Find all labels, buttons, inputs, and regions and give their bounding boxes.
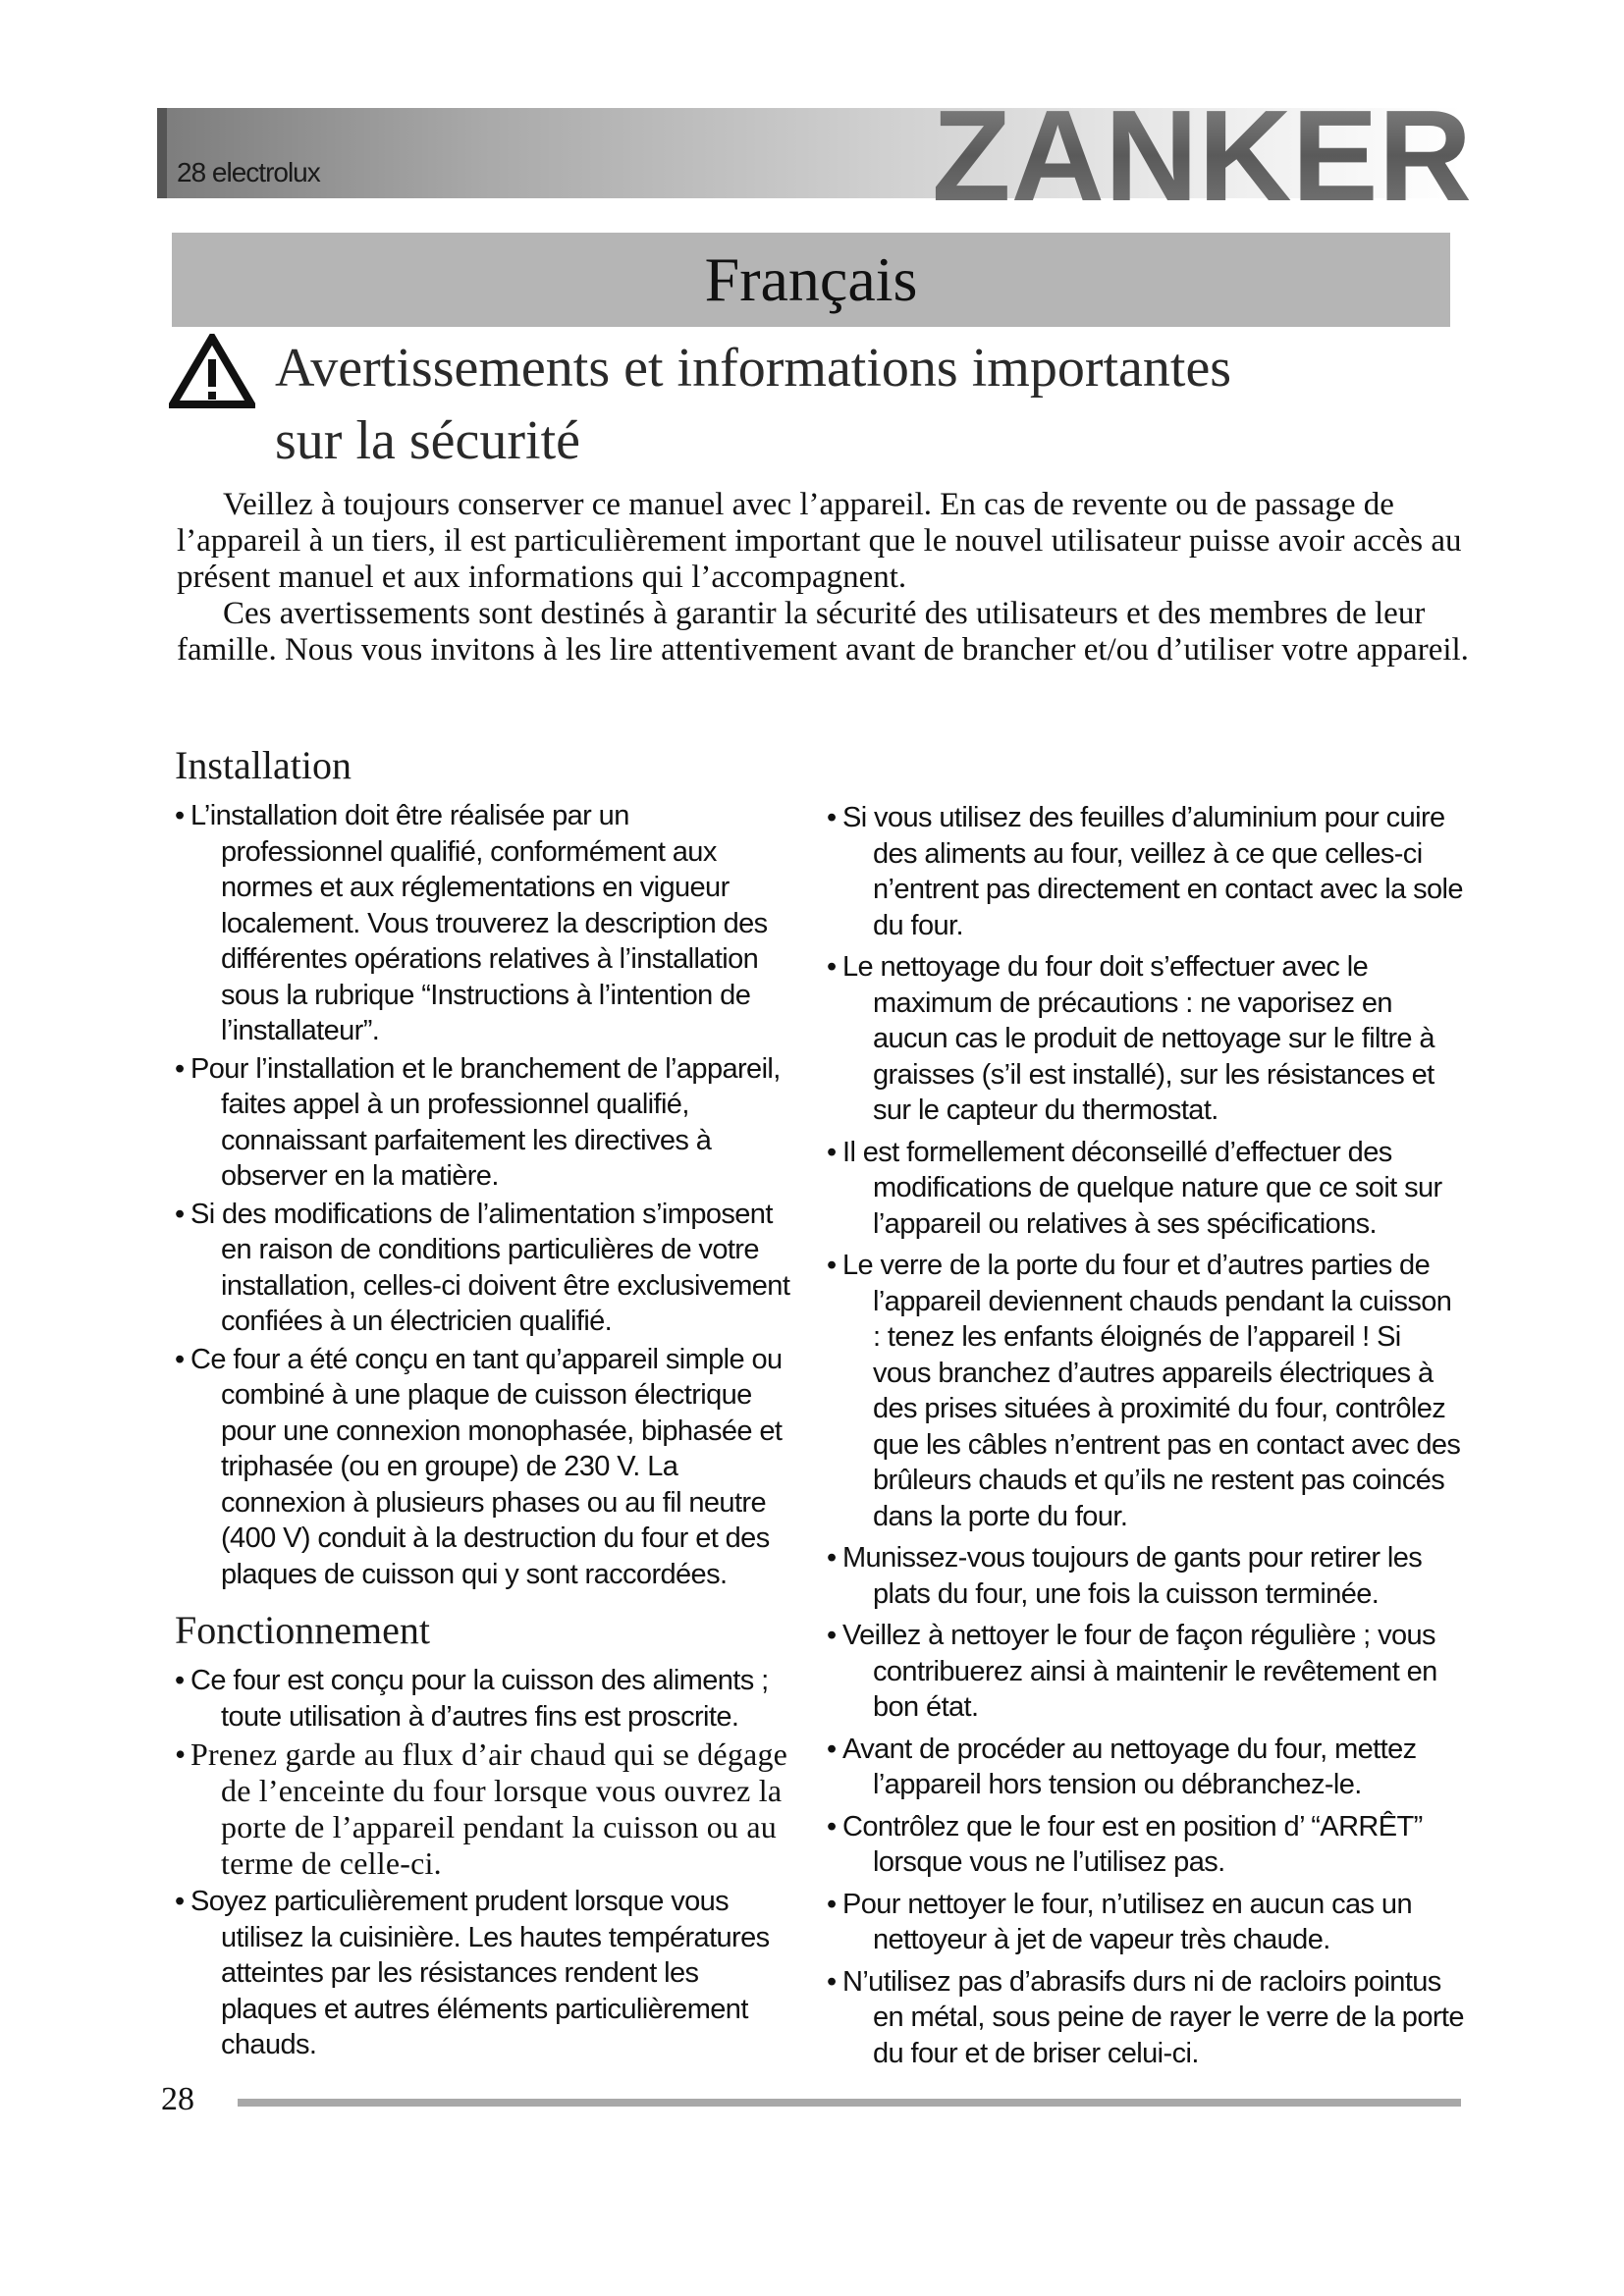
list-item: [827, 1540, 1465, 1612]
header-page-label: 28 electrolux: [177, 157, 320, 187]
bullet-icon: •: [175, 1052, 185, 1085]
warning-icon: [169, 334, 255, 408]
bullet-icon: •: [175, 1198, 185, 1230]
section-title-line1: Avertissements et informations importantes: [275, 338, 1232, 399]
bullet-icon: •: [827, 1136, 837, 1168]
header-accent-bar: [157, 108, 167, 198]
list-item-text: Le verre de la porte du four et d’autres parties de l’appareil deviennent chauds pendant la cuisson : tenez les enfants éloignés de l’appareil ! Si vous branchez d’autres appareils électriques à des prises situées à proximité du four, contrôlez que les câbles n’entrent pas en contact avec des brûleurs chauds et qu’ils ne restent pas coincés dans la porte du four.: [842, 1250, 1461, 1532]
bullet-icon: •: [827, 1250, 837, 1281]
fonctionnement-list: [175, 1663, 793, 2063]
bullet-icon: •: [827, 1620, 837, 1651]
bullet-icon: •: [175, 800, 185, 831]
left-column: [175, 741, 793, 2065]
brand-logo-text: ZANKER: [932, 94, 1472, 212]
list-item-text: Soyez particulièrement prudent lorsque vous utilisez la cuisinière. Les hautes températures atteintes par les résistances rendent les plaques et autres éléments particulièrement chauds.: [190, 1886, 770, 2060]
list-item: [175, 1663, 793, 1735]
page-number: 28: [161, 2081, 194, 2117]
footer-rule: [238, 2099, 1461, 2107]
list-item-text: Pour nettoyer le four, n’utilisez en aucun cas un nettoyeur à jet de vapeur très chaude.: [842, 1888, 1412, 1955]
list-item: [175, 1197, 793, 1340]
language-banner: [172, 233, 1450, 327]
list-item-text: Si vous utilisez des feuilles d’aluminium pour cuire des aliments au four, veillez à ce que celles-ci n’entrent pas directement en contact avec la sole du four.: [842, 802, 1463, 941]
list-item: [827, 1135, 1465, 1243]
list-item-text: Prenez garde au flux d’air chaud qui se dégage de l’enceinte du four lorsque vous ouvrez la porte de l’appareil pendant la cuisson ou au terme de celle-ci.: [190, 1736, 788, 1881]
list-item: [827, 800, 1465, 943]
bullet-icon: •: [827, 802, 837, 833]
list-item: [827, 949, 1465, 1129]
bullet-icon: •: [827, 1810, 837, 1842]
bullet-icon: •: [175, 1736, 187, 1772]
list-item: [175, 1342, 793, 1593]
list-item: [827, 1887, 1465, 1958]
list-item-text: Avant de procéder au nettoyage du four, mettez l’appareil hors tension ou débranchez-le.: [842, 1733, 1417, 1800]
list-item: [175, 1884, 793, 2063]
list-item: [827, 1248, 1465, 1534]
list-item: [175, 798, 793, 1049]
right-safety-list: [827, 800, 1465, 2071]
bullet-icon: •: [175, 1343, 185, 1375]
list-item-text: Veillez à nettoyer le four de façon régulière ; vous contribuerez ainsi à maintenir le revêtement en bon état.: [842, 1620, 1437, 1723]
intro-paragraph-2: Ces avertissements sont destinés à garantir la sécurité des utilisateurs et des membres de leur famille. Nous vous invitons à les lire attentivement avant de brancher et/ou d’utiliser votre appareil.: [177, 596, 1469, 667]
intro-paragraph-1: Veillez à toujours conserver ce manuel avec l’appareil. En cas de revente ou de passage de l’appareil à un tiers, il est particulièrement important que le nouvel utilisateur puisse avoir accès au présent manuel et aux informations qui l’accompagnent.: [177, 487, 1462, 595]
bullet-icon: •: [827, 1965, 837, 1998]
intro-text: [177, 487, 1497, 668]
right-column: [827, 800, 1465, 2077]
fonctionnement-heading: Fonctionnement: [175, 1608, 430, 1652]
list-item: [827, 1964, 1465, 2072]
list-item-text: Contrôlez que le four est en position d’ “ARRÊT” lorsque vous ne l’utilisez pas.: [842, 1810, 1423, 1878]
section-title: [275, 332, 1453, 477]
brand-logo: [927, 94, 1477, 212]
list-item-text: N’utilisez pas d’abrasifs durs ni de racloirs pointus en métal, sous peine de rayer le verre de la porte du four et de briser celui-ci.: [842, 1965, 1464, 2069]
language-title: Français: [704, 244, 918, 314]
bullet-icon: •: [175, 1886, 185, 1917]
list-item: [827, 1618, 1465, 1726]
list-item-text: Ce four est conçu pour la cuisson des aliments ; toute utilisation à d’autres fins est proscrite.: [190, 1665, 769, 1733]
list-item-text: Il est formellement déconseillé d’effectuer des modifications de quelque nature que ce soit sur l’appareil ou relatives à ses spécifications.: [842, 1136, 1442, 1240]
bullet-icon: •: [175, 1665, 185, 1696]
list-item: [175, 1736, 793, 1882]
list-item-text: Le nettoyage du four doit s’effectuer avec le maximum de précautions : ne vaporisez en aucun cas le produit de nettoyage sur le filtre à graisses (s’il est installé), sur les résistances et sur le capteur du thermostat.: [842, 951, 1435, 1126]
list-item-text: L’installation doit être réalisée par un professionnel qualifié, conformément aux normes et aux réglementations en vigueur localement. Vous trouverez la description des différentes opérations relatives à l’installation sous la rubrique “Instructions à l’intention de l’installateur”.: [190, 800, 768, 1046]
bullet-icon: •: [827, 951, 837, 983]
section-title-line2: sur la sécurité: [275, 410, 580, 471]
bullet-icon: •: [827, 1733, 837, 1765]
list-item: [175, 1051, 793, 1195]
bullet-icon: •: [827, 1542, 837, 1574]
list-item-text: Ce four a été conçu en tant qu’appareil simple ou combiné à une plaque de cuisson électrique pour une connexion monophasée, biphasée et triphasée (ou en groupe) de 230 V. La connexion à plusieurs phases ou au fil neutre (400 V) conduit à la destruction du four et des plaques de cuisson qui y sont raccordées.: [190, 1343, 783, 1590]
list-item-text: Si des modifications de l’alimentation s’imposent en raison de conditions particulières de votre installation, celles-ci doivent être exclusivement confiées à un électricien qualifié.: [190, 1198, 790, 1337]
list-item-text: Munissez-vous toujours de gants pour retirer les plats du four, une fois la cuisson terminée.: [842, 1542, 1423, 1610]
installation-list: [175, 798, 793, 1592]
installation-heading: Installation: [175, 743, 352, 787]
list-item-text: Pour l’installation et le branchement de l’appareil, faites appel à un professionnel qualifié, connaissant parfaitement les directives à observer en la matière.: [190, 1052, 781, 1192]
bullet-icon: •: [827, 1888, 837, 1920]
list-item: [827, 1809, 1465, 1881]
list-item: [827, 1732, 1465, 1803]
